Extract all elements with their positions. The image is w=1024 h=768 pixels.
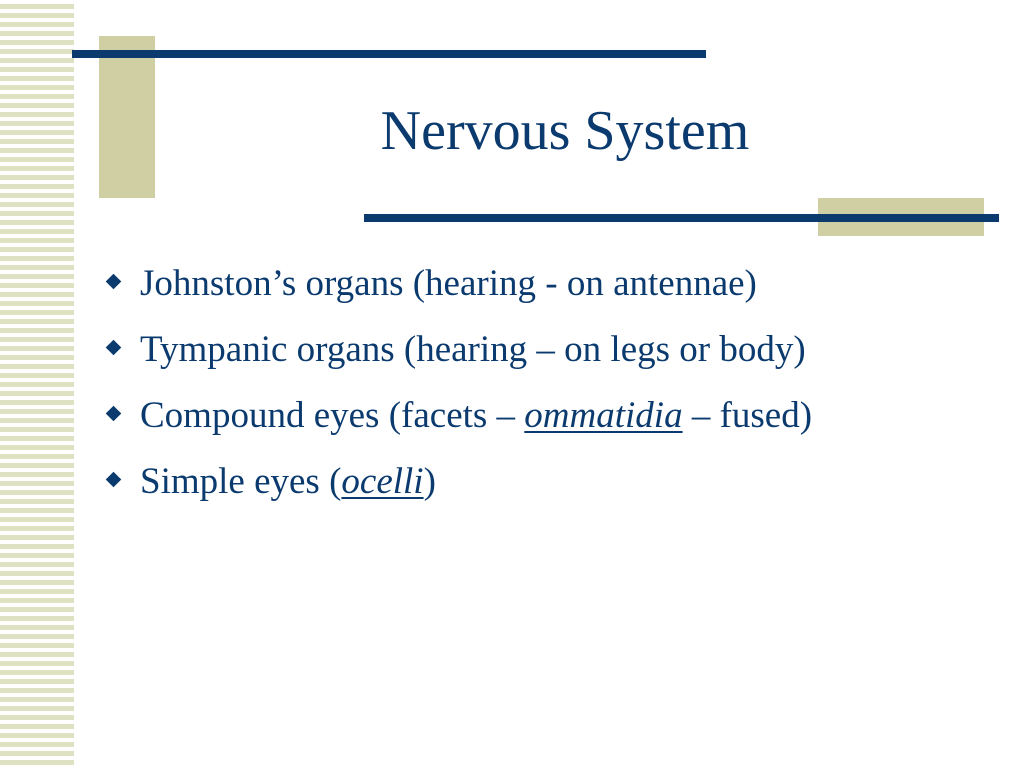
bullet-list: [104, 256, 1004, 520]
bullet-text: Tympanic organs (hearing – on legs or body): [140, 329, 806, 370]
diamond-icon: [106, 340, 122, 356]
bullet-item: [104, 322, 1004, 388]
bullet-text-after: ): [423, 461, 436, 502]
decorative-line-bottom: [364, 214, 999, 222]
bullet-text-before: Simple eyes (: [140, 461, 342, 502]
term-ocelli: ocelli: [341, 461, 424, 502]
term-ommatidia: ommatidia: [524, 395, 683, 436]
striped-side-band: [0, 0, 74, 768]
decorative-block-left: [99, 36, 155, 198]
slide-title: Nervous System: [380, 100, 750, 162]
bullet-item: [104, 454, 1004, 520]
diamond-icon: [106, 472, 122, 488]
diamond-icon: [106, 406, 122, 422]
bullet-text-before: Compound eyes (facets –: [140, 395, 525, 436]
bullet-item: [104, 388, 1004, 454]
bullet-text: Johnston’s organs (hearing - on antennae): [140, 263, 757, 304]
diamond-icon: [106, 274, 122, 290]
decorative-line-top: [72, 50, 706, 58]
bullet-text-after: – fused): [682, 395, 813, 436]
bullet-item: [104, 256, 1004, 322]
